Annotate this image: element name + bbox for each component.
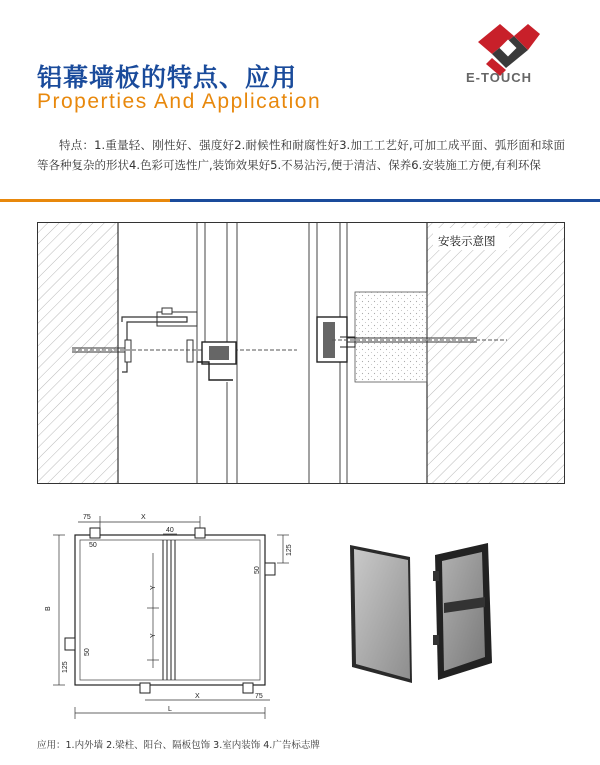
application-text: 应用：1.内外墙 2.梁柱、阳台、隔板包饰 3.室内装饰 4.广告标志牌 xyxy=(37,740,320,751)
page-title-cn: 铝幕墙板的特点、应用 xyxy=(37,63,298,92)
installation-diagram-label: 安装示意图 xyxy=(438,234,496,248)
divider-orange xyxy=(0,199,170,202)
dim-50-right: 50 xyxy=(254,566,261,574)
installation-diagram xyxy=(37,222,565,484)
dim-b: B xyxy=(45,606,52,611)
dimension-drawing xyxy=(45,508,305,720)
dim-y2: Y xyxy=(150,633,157,638)
dim-125-left: 125 xyxy=(62,661,69,673)
dim-50-left: 50 xyxy=(84,648,91,656)
dim-75-bottom: 75 xyxy=(255,693,263,700)
aluminum-panel-photos xyxy=(340,535,505,685)
logo-text: E-TOUCH xyxy=(466,70,532,85)
dim-75-top: 75 xyxy=(83,514,91,521)
dim-y1: Y xyxy=(150,585,157,590)
dim-40: 40 xyxy=(166,527,174,534)
dim-l: L xyxy=(168,706,172,713)
dim-x-top: X xyxy=(141,514,146,521)
dim-50-top: 50 xyxy=(89,542,97,549)
page-title-en: Properties And Application xyxy=(37,90,322,113)
dim-x-bottom: X xyxy=(195,693,200,700)
dim-125-right: 125 xyxy=(286,544,293,556)
features-paragraph: 特点：1.重量轻、刚性好、强度好2.耐候性和耐腐性好3.加工工艺好,可加工成平面、弧形面和球面等各种复杂的形状4.色彩可选性广,装饰效果好5.不易沾污,便于清洁、保养6.安装施工方便,有利环保 xyxy=(37,138,565,172)
divider-blue xyxy=(170,199,600,202)
